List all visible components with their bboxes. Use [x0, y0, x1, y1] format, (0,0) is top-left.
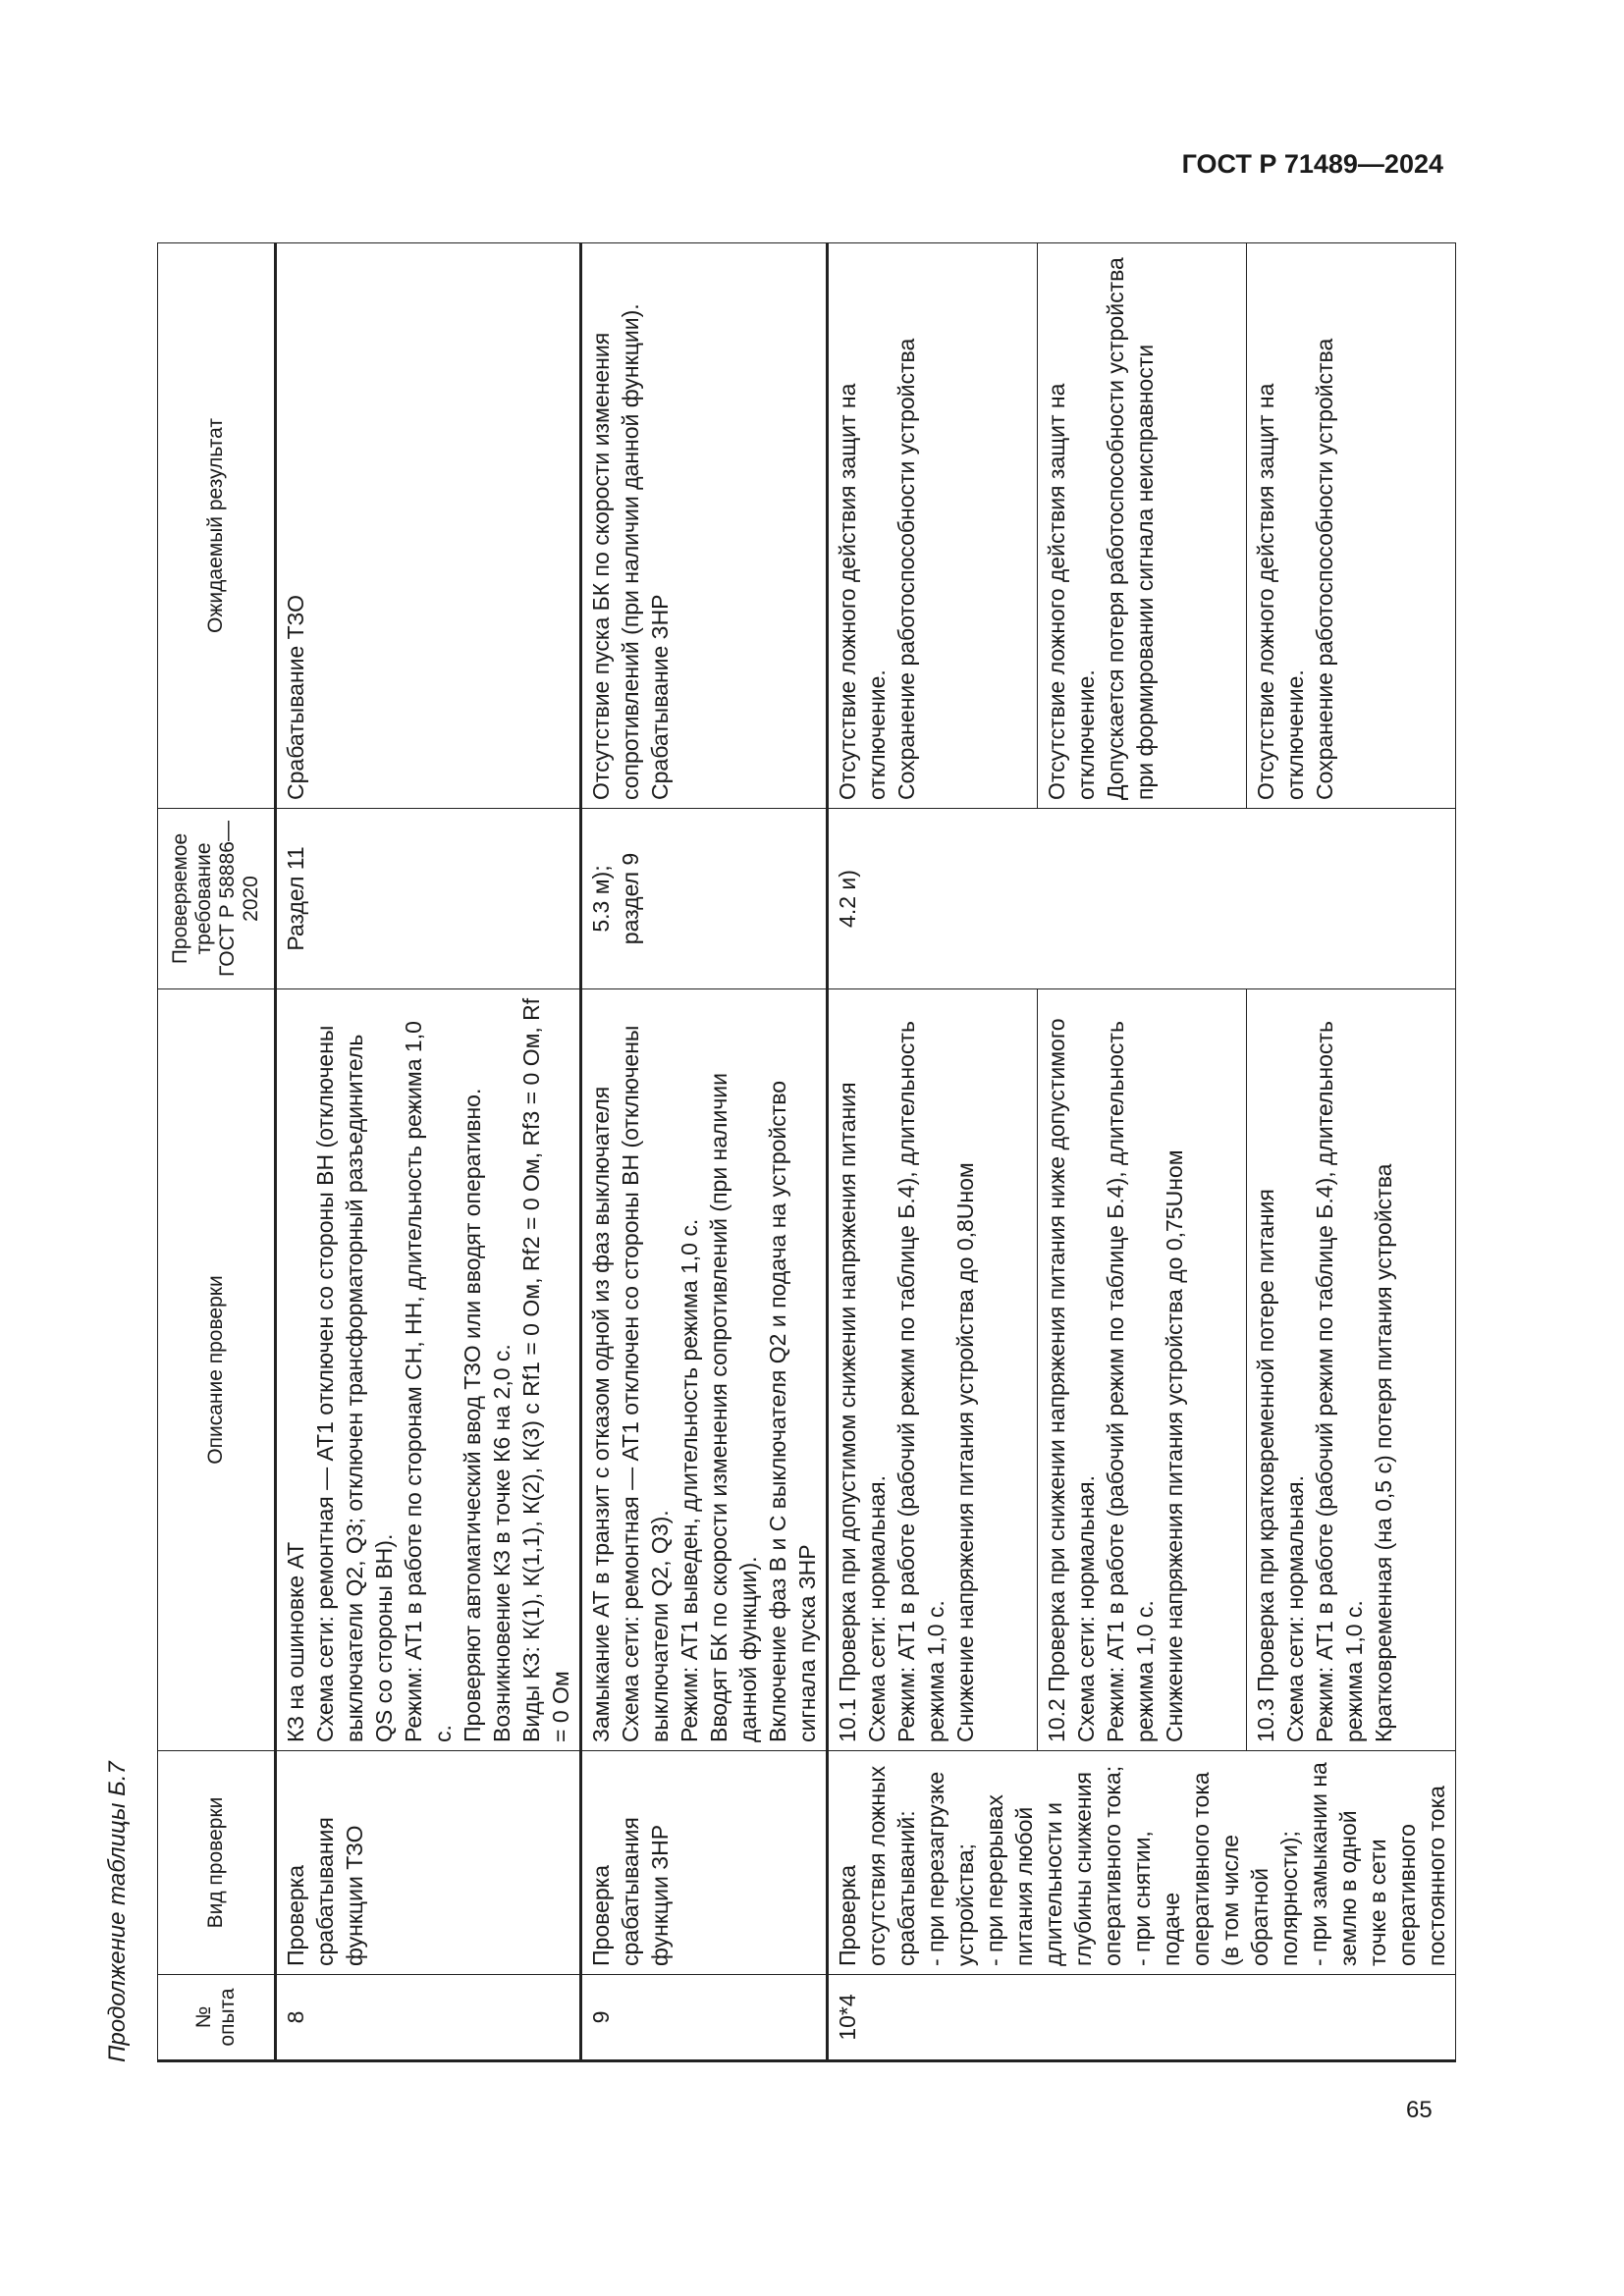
header-desc: Описание проверки [158, 989, 276, 1751]
row10-type: Проверка отсутствия ложных срабатываний: - при перезагрузке устройства; - при перерывах питания любой длительности и глубины снижения оперативного тока; - при снятии, подаче оперативного тока (в том числе обратной полярности); - при замыкании на землю в одной точке в сети оперативного постоянного тока [828, 1751, 1456, 1975]
header-num: № опыта [158, 1975, 276, 2061]
page-number: 65 [1406, 2097, 1433, 2123]
row10-3-desc: 10.3 Проверка при кратковременной потере питания Схема сети: нормальная. Режим: АТ1 в работе (рабочий режим по таблице Б.4), длительность режима 1,0 с. Кратковременная (на 0,5 с) потеря питания устройства [1247, 989, 1456, 1751]
row10-2-result: Отсутствие ложного действия защит на отключение. Допускается потеря работоспособности устройства при формировании сигнала неисправности [1038, 243, 1247, 809]
rotated-table-block [96, 235, 1456, 2062]
row9-type: Проверка срабатывания функции ЗНР [581, 1751, 828, 1975]
row8-type: Проверка срабатывания функции ТЗО [276, 1751, 581, 1975]
document-id: ГОСТ Р 71489—2024 [1181, 149, 1443, 179]
test-table [157, 242, 1456, 2062]
header-type: Вид проверки [158, 1751, 276, 1975]
header-req: Проверяемое требование ГОСТ Р 58886—2020 [158, 809, 276, 989]
row8-num: 8 [276, 1975, 581, 2061]
row10-num: 10*4 [828, 1975, 1456, 2061]
row8-result: Срабатывание ТЗО [276, 243, 581, 809]
table-row-10-1 [828, 243, 1038, 2061]
row10-3-result: Отсутствие ложного действия защит на отключение. Сохранение работоспособности устройства [1247, 243, 1456, 809]
row10-req: 4.2 и) [828, 809, 1456, 989]
row10-1-result: Отсутствие ложного действия защит на отключение. Сохранение работоспособности устройства [828, 243, 1038, 809]
row9-req: 5.3 м); раздел 9 [581, 809, 828, 989]
row9-num: 9 [581, 1975, 828, 2061]
header-row [158, 243, 276, 2061]
table-row-9 [581, 243, 828, 2061]
header-result: Ожидаемый результат [158, 243, 276, 809]
row8-req: Раздел 11 [276, 809, 581, 989]
row9-desc: Замыкание АТ в транзит с отказом одной из фаз выключателя Схема сети: ремонтная — АТ1 отключен со стороны ВН (отключены выключатели Q2, Q3). Режим: АТ1 выведен, длительность режима 1,0 с. Вводят БК по скорости изменения сопротивлений (при наличии данной функции). Включение фаз В и С выключателя Q2 и подача на устройство сигнала пуска ЗНР [581, 989, 828, 1751]
row8-desc: КЗ на ошиновке АТ Схема сети: ремонтная — АТ1 отключен со стороны ВН (отключены выключатели Q2, Q3; отключен трансформаторный разъединитель QS со стороны ВН). Режим: АТ1 в работе по сторонам СН, НН, длительность режима 1,0 с. Проверяют автоматический ввод ТЗО или вводят оперативно. Возникновение КЗ в точке К6 на 2,0 с. Виды КЗ: К(1), К(1,1), К(2), К(3) с Rf1 = 0 Ом, Rf2 = 0 Ом, Rf3 = 0 Ом, Rf = 0 Ом [276, 989, 581, 1751]
row10-1-desc: 10.1 Проверка при допустимом снижении напряжения питания Схема сети: нормальная. Режим: АТ1 в работе (рабочий режим по таблице Б.4), длительность режима 1,0 с. Снижение напряжения питания устройства до 0,8Uном [828, 989, 1038, 1751]
row9-result: Отсутствие пуска БК по скорости изменения сопротивлений (при наличии данной функции). Срабатывание ЗНР [581, 243, 828, 809]
table-caption: Продолжение таблицы Б.7 [104, 1761, 131, 2062]
table-row-8 [276, 243, 581, 2061]
row10-2-desc: 10.2 Проверка при снижении напряжения питания ниже допустимого Схема сети: нормальная. Режим: АТ1 в работе (рабочий режим по таблице Б.4), длительность режима 1,0 с. Снижение напряжения питания устройства до 0,75Uном [1038, 989, 1247, 1751]
